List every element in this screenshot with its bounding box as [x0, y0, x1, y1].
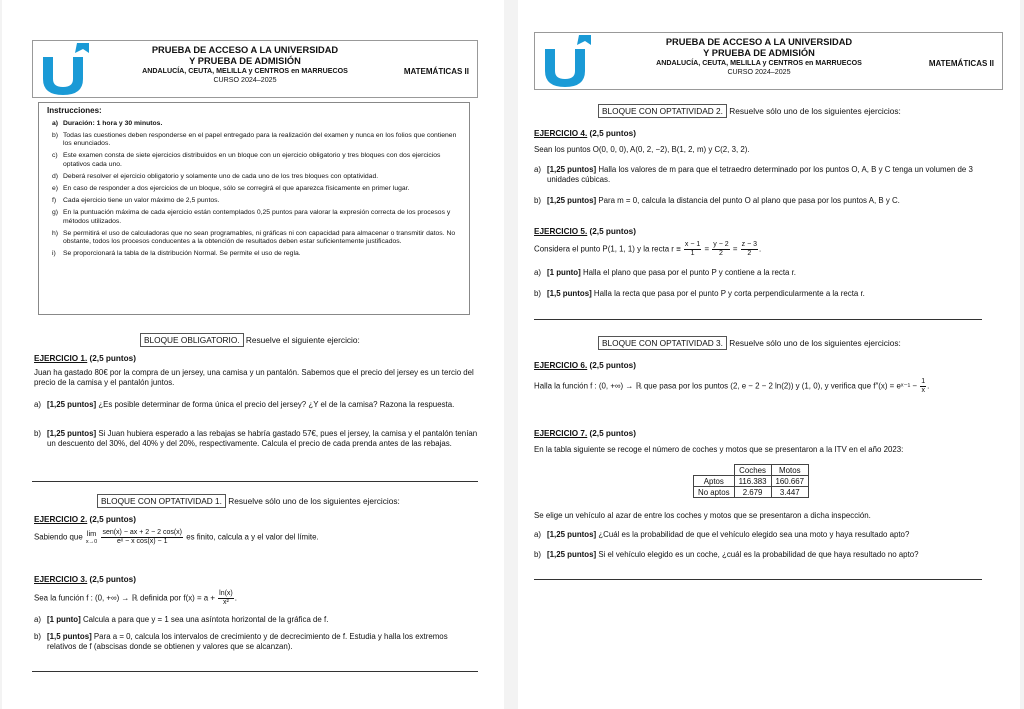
university-logo-icon: [37, 41, 91, 97]
item-marker: e): [52, 184, 59, 192]
item-marker: d): [52, 172, 59, 180]
ej6-title: EJERCICIO 6. (2,5 puntos): [534, 361, 636, 370]
item-marker: i): [52, 250, 56, 258]
block-text: Resuelve sólo uno de los siguientes ejercicios:: [228, 496, 400, 506]
ej7-title: EJERCICIO 7. (2,5 puntos): [534, 429, 636, 438]
university-logo-icon: [539, 33, 593, 89]
table-row: [694, 487, 809, 498]
ej5-title: EJERCICIO 5. (2,5 puntos): [534, 227, 636, 236]
instructions-box: [38, 102, 470, 315]
ej3-intro: Sea la función f : (0, +∞) → ℝ definida por f(x) = a + $\frac{\ln(x)}{\text{x²}}$ .: [34, 590, 237, 606]
item-text: Duración: 1 hora y 30 minutos.: [63, 119, 163, 127]
table-row: [694, 476, 809, 487]
instruction-item: [47, 209, 461, 226]
item-marker: h): [52, 229, 59, 237]
header-subtitle: Y PRUEBA DE ADMISIÓN: [703, 48, 815, 58]
exam-page-1: [2, 0, 504, 709]
itv-table: [693, 464, 809, 498]
ej1-intro: Juan ha gastado 80€ por la compra de un jersey, una camisa y un pantalón. Sabemos que el precio del jersey es un tercio del precio de la camisa y el pantalón juntos.: [34, 368, 474, 388]
header-titles: [607, 37, 911, 77]
subject-label: MATEMÁTICAS II: [928, 59, 994, 68]
ej7-mid: Se elige un vehículo al azar de entre los coches y motos que se presentaron a dicha inspección.: [534, 511, 871, 520]
item-text: Deberá resolver el ejercicio obligatorio y solamente uno de cada uno de los tres bloques con optatividad.: [63, 172, 379, 180]
table-cell: 3.447: [771, 487, 809, 498]
ej4-title: EJERCICIO 4. (2,5 puntos): [534, 129, 636, 138]
divider: [32, 481, 478, 482]
divider: [534, 579, 982, 580]
ej7-part-a: a) [1,25 puntos] ¿Cuál es la probabilidad de que el vehículo elegido sea una moto y haya resultado apto?: [534, 530, 910, 539]
ej1-part-a: a) [1,25 puntos] ¿Es posible determinar de forma única el precio del jersey? ¿Y el de la camisa? Razona la respuesta.: [34, 400, 455, 409]
table-cell: 2.679: [734, 487, 771, 498]
exam-header: [32, 40, 478, 98]
table-header-cell: Motos: [771, 465, 809, 476]
ej3-part-b: b) [1,5 puntos] Para a = 0, calcula los intervalos de crecimiento y de decrecimiento de f. Estudia y halla los extremos relativos de f (abscisas donde se obtienen y valores que se alcanzan).: [34, 632, 448, 652]
exam-header: [534, 32, 1003, 90]
header-titles: [97, 45, 393, 85]
item-marker: c): [52, 152, 58, 160]
block-heading-oblig: [140, 335, 360, 345]
block-label: BLOQUE CON OPTATIVIDAD 1.: [97, 494, 226, 508]
ej3-part-a: a) [1 punto] Calcula a para que y = 1 sea una asíntota horizontal de la gráfica de f.: [34, 615, 329, 624]
header-title: PRUEBA DE ACCESO A LA UNIVERSIDAD: [665, 37, 853, 47]
block-text: Resuelve sólo uno de los siguientes ejercicios:: [729, 338, 901, 348]
ej5-intro: Considera el punto P(1, 1, 1) y la recta r ≡ $\frac{x - 1}{1}$ = $\frac{y - 2}{2}$ = $\frac{z - 3}{2}$ .: [534, 241, 762, 257]
item-text: Todas las cuestiones deben responderse en el papel entregado para la realización del examen y nunca en los folios que contienen los enunciados.: [63, 131, 457, 148]
item-text: Se permitirá el uso de calculadoras que no sean programables, ni gráficas ni con capacidad para almacenar o transmitir datos. No obstante, todos los procesos conducentes a la obtención de resultados deben estar suficientemente justificados.: [63, 229, 456, 246]
ej5-part-a: a) [1 punto] Halla el plano que pasa por el punto P y contiene a la recta r.: [534, 268, 796, 277]
block-heading-opt1: [97, 496, 400, 506]
block-label: BLOQUE OBLIGATORIO.: [140, 333, 244, 347]
exam-page-2: [518, 0, 1020, 709]
block-heading-opt3: [598, 338, 901, 348]
table-cell: [694, 465, 735, 476]
header-title: PRUEBA DE ACCESO A LA UNIVERSIDAD: [151, 45, 339, 55]
divider: [32, 671, 478, 672]
table-cell: 116.383: [734, 476, 771, 487]
header-course: CURSO 2024–2025: [727, 68, 791, 76]
item-marker: f): [52, 196, 57, 204]
ej2-statement: Sabiendo que lim x→0 $\frac{\text{sen(x) − ax + 2 − 2 cos(x)}}{\text{eˣ − x cos(x) − 1}}$ es finito, calcula a y el valor del límite.: [34, 528, 319, 545]
item-text: Se proporcionará la tabla de la distribución Normal. Se permite el uso de regla.: [63, 250, 301, 258]
subject-label: MATEMÁTICAS II: [403, 67, 469, 76]
ej3-title: EJERCICIO 3. (2,5 puntos): [34, 575, 136, 584]
header-region: ANDALUCÍA, CEUTA, MELILLA y CENTROS en MARRUECOS: [142, 67, 348, 75]
ej4-part-b: b) [1,25 puntos] Para m = 0, calcula la distancia del punto O al plano que pasa por los puntos A, B y C.: [534, 196, 900, 205]
table-header-cell: Coches: [734, 465, 771, 476]
item-text: En la puntuación máxima de cada ejercicio están contemplados 0,25 puntos para valorar la expresión correcta de los procesos y métodos utilizados.: [63, 209, 451, 225]
header-course: CURSO 2024–2025: [213, 76, 277, 84]
instruction-item: [47, 197, 461, 206]
item-text: En caso de responder a dos ejercicios de un bloque, sólo se corregirá el que aparezca físicamente en primer lugar.: [63, 184, 410, 192]
instruction-item: [47, 173, 461, 182]
ej7-part-b: b) [1,25 puntos] Si el vehículo elegido es un coche, ¿cuál es la probabilidad de que haya resultado no apto?: [534, 550, 919, 559]
divider: [534, 319, 982, 320]
block-text: Resuelve el siguiente ejercicio:: [245, 335, 360, 345]
block-heading-opt2: [598, 106, 901, 116]
table-cell: 160.667: [771, 476, 809, 487]
item-text: Este examen consta de siete ejercicios distribuidos en un bloque con un ejercicio obligatorio y tres bloques con dos ejercicios optativos cada uno.: [63, 152, 441, 168]
block-text: Resuelve sólo uno de los siguientes ejercicios:: [729, 106, 901, 116]
ej7-intro: En la tabla siguiente se recoge el número de coches y motos que se presentaron a la ITV en el año 2023:: [534, 445, 904, 454]
instruction-item: [47, 250, 461, 259]
header-subtitle: Y PRUEBA DE ADMISIÓN: [189, 56, 301, 66]
table-cell: No aptos: [694, 487, 735, 498]
ej4-intro: Sean los puntos O(0, 0, 0), A(0, 2, −2), B(1, 2, m) y C(2, 3, 2).: [534, 145, 750, 154]
ej1-part-b: b) [1,25 puntos] Si Juan hubiera esperado a las rebajas se habría gastado 57€, pues el jersey, la camisa y el pantalón tenían un descuento del 30%, del 40% y del 20%, respectivamente. Calcula el precio de cada prenda antes de las rebajas.: [34, 429, 478, 449]
item-marker: a): [52, 119, 59, 127]
ej4-part-a: a) [1,25 puntos] Halla los valores de m para que el tetraedro determinado por los puntos O, A, B y C tenga un volumen de 3 unidades cúbicas.: [534, 165, 973, 185]
ej2-title: EJERCICIO 2. (2,5 puntos): [34, 515, 136, 524]
ej6-statement: Halla la función f : (0, +∞) → ℝ que pasa por los puntos (2, e − 2 − 2 ln(2)) y (1, 0), y verifica que f″(x) = eˣ⁻¹ − $\frac{1}{x}$ .: [534, 378, 930, 394]
instruction-item: [47, 132, 461, 149]
instructions-title: Instrucciones:: [47, 106, 102, 115]
ej1-title: EJERCICIO 1. (2,5 puntos): [34, 354, 136, 363]
block-label: BLOQUE CON OPTATIVIDAD 3.: [598, 336, 727, 350]
header-region: ANDALUCÍA, CEUTA, MELILLA y CENTROS en MARRUECOS: [656, 59, 862, 67]
instruction-item: [47, 185, 461, 194]
item-marker: g): [52, 209, 59, 217]
item-marker: b): [52, 131, 59, 139]
table-header-row: [694, 465, 809, 476]
ej5-part-b: b) [1,5 puntos] Halla la recta que pasa por el punto P y corta perpendicularmente a la recta r.: [534, 289, 865, 298]
instruction-item: [47, 152, 461, 169]
table-cell: Aptos: [694, 476, 735, 487]
block-label: BLOQUE CON OPTATIVIDAD 2.: [598, 104, 727, 118]
instruction-item: [47, 120, 461, 129]
item-text: Cada ejercicio tiene un valor máximo de 2,5 puntos.: [63, 196, 220, 204]
instruction-item: [47, 230, 461, 247]
